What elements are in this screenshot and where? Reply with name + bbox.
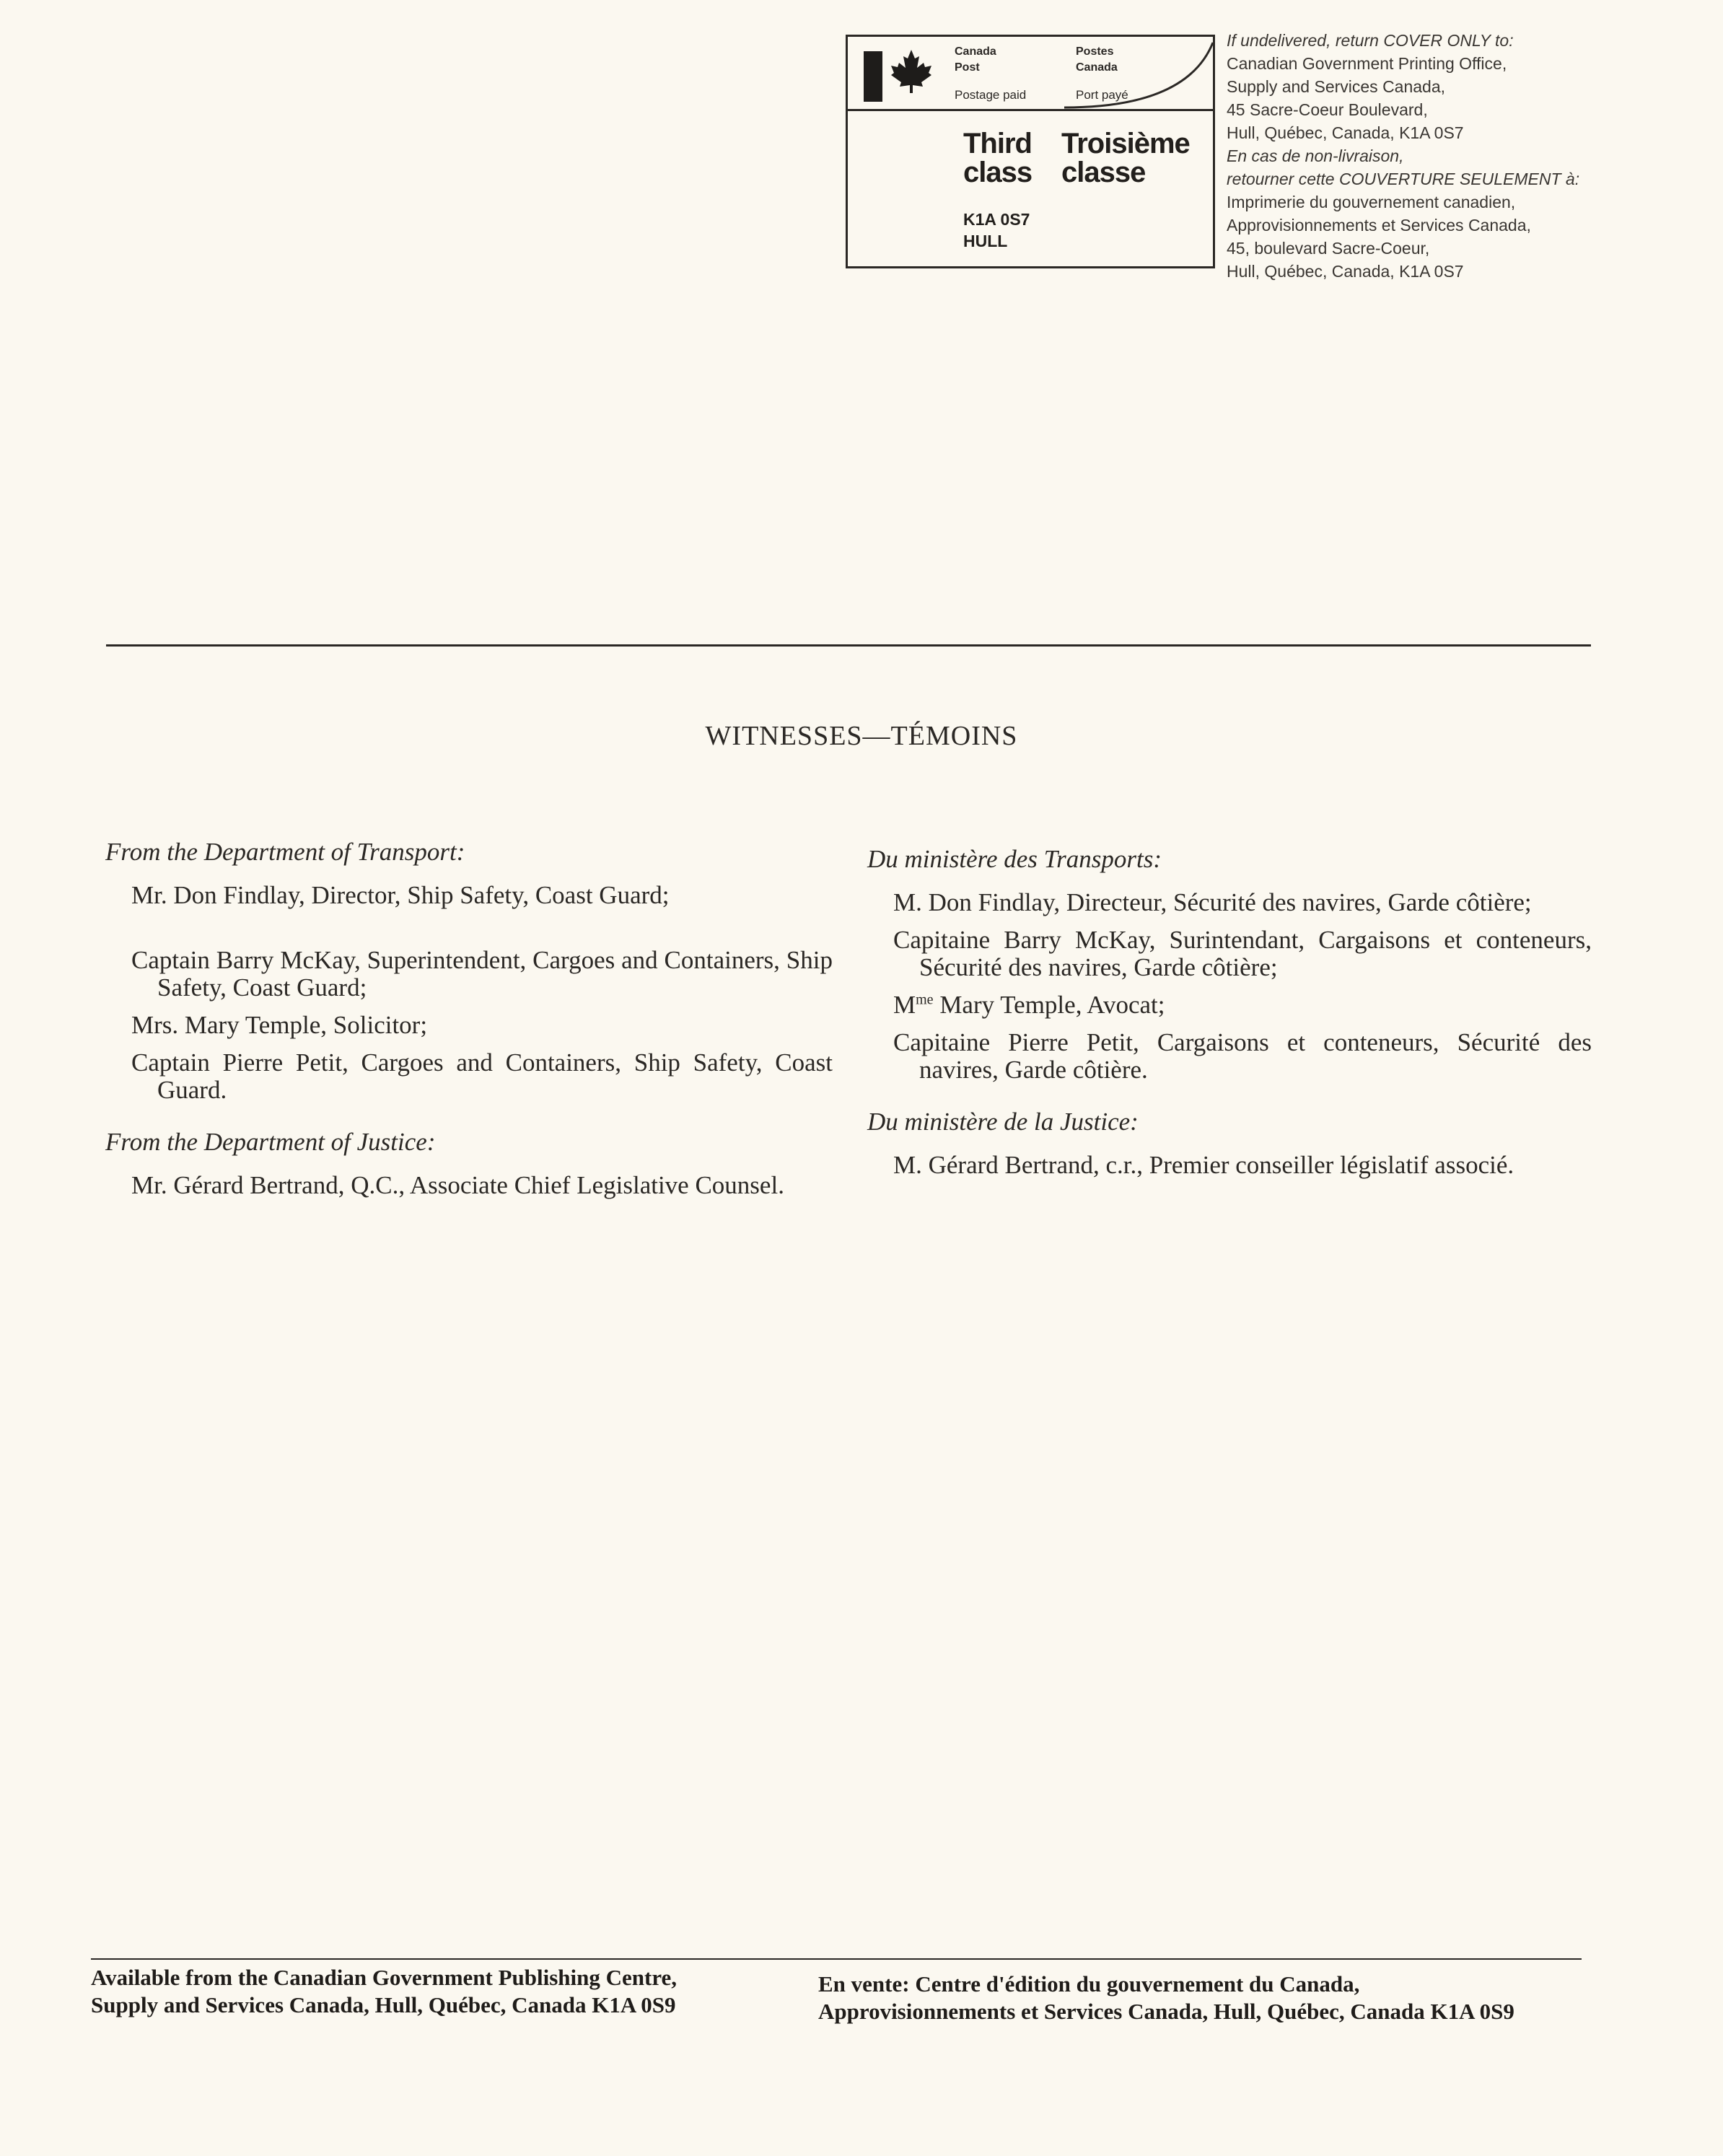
return-address-line: Supply and Services Canada, bbox=[1227, 77, 1446, 96]
postes-canada-line1: Postes bbox=[1076, 45, 1114, 58]
return-address-line: Approvisionnements et Services Canada, bbox=[1227, 216, 1531, 235]
postes-canada-fr bbox=[1076, 44, 1118, 76]
maple-leaf-icon bbox=[890, 48, 933, 93]
dept-transport-heading-fr: Du ministère des Transports: bbox=[867, 845, 1162, 873]
dept-justice-heading-fr: Du ministère de la Justice: bbox=[867, 1108, 1139, 1136]
witness-entry-fr: Capitaine Barry McKay, Surintendant, Cargaisons et conteneurs, Sécurité des navires, Garde côtière; bbox=[893, 926, 1592, 981]
dept-justice-heading: From the Department of Justice: bbox=[105, 1128, 436, 1156]
return-address-line: 45, boulevard Sacre-Coeur, bbox=[1227, 239, 1430, 258]
third-class-label bbox=[963, 129, 1032, 187]
witness-entry-fr bbox=[893, 991, 1592, 1019]
indicia-divider bbox=[848, 109, 1213, 111]
indicia-postal-code: K1A 0S7 bbox=[963, 210, 1030, 229]
witnesses-english-column bbox=[105, 838, 833, 1209]
honorific-superscript: me bbox=[916, 991, 934, 1008]
return-address-line: retourner cette COUVERTURE SEULEMENT à: bbox=[1227, 170, 1580, 188]
troisieme-classe-line1: Troisième bbox=[1061, 128, 1190, 159]
postage-paid-label: Postage paid bbox=[955, 88, 1027, 102]
witness-entry-fr: Capitaine Pierre Petit, Cargaisons et conteneurs, Sécurité des navires, Garde côtière. bbox=[893, 1028, 1592, 1084]
witness-entry: Captain Pierre Petit, Cargoes and Containers, Ship Safety, Coast Guard. bbox=[131, 1048, 833, 1104]
port-paye-label: Port payé bbox=[1076, 88, 1128, 102]
top-divider bbox=[106, 644, 1591, 647]
footer-en-line1: Available from the Canadian Government Publishing Centre, bbox=[91, 1965, 678, 1990]
footer-divider bbox=[91, 1958, 1582, 1960]
witnesses-french-column bbox=[867, 846, 1592, 1189]
return-address-line: En cas de non-livraison, bbox=[1227, 146, 1404, 165]
page-title: WITNESSES—TÉMOINS bbox=[705, 721, 1018, 751]
witness-entry: Mrs. Mary Temple, Solicitor; bbox=[131, 1011, 428, 1039]
return-address-line: Canadian Government Printing Office, bbox=[1227, 54, 1507, 73]
witness-entry-fr: M. Don Findlay, Directeur, Sécurité des navires, Garde côtière; bbox=[893, 888, 1532, 916]
footer-en-line2: Supply and Services Canada, Hull, Québec, Canada K1A 0S9 bbox=[91, 1992, 676, 2017]
indicia-city: HULL bbox=[963, 232, 1008, 250]
return-address-line: Imprimerie du gouvernement canadien, bbox=[1227, 193, 1516, 211]
witness-entry: Captain Barry McKay, Superintendent, Cargoes and Containers, Ship Safety, Coast Guard; bbox=[131, 946, 833, 1002]
return-address bbox=[1227, 29, 1703, 283]
witness-entry: Mr. Don Findlay, Director, Ship Safety, Coast Guard; bbox=[131, 881, 670, 909]
footer-fr-line1: En vente: Centre d'édition du gouvernement du Canada, bbox=[818, 1971, 1360, 1997]
witness-entry-fr: M. Gérard Bertrand, c.r., Premier conseiller législatif associé. bbox=[893, 1151, 1514, 1179]
postage-indicia bbox=[846, 35, 1215, 268]
third-class-line2: class bbox=[963, 157, 1033, 188]
canada-post-line1: Canada bbox=[955, 45, 996, 58]
canada-post-en bbox=[955, 44, 996, 76]
footer-fr-line2: Approvisionnements et Services Canada, Hull, Québec, Canada K1A 0S9 bbox=[818, 1999, 1514, 2024]
footer-availability-fr bbox=[818, 1971, 1514, 2025]
canada-post-line2: Post bbox=[955, 61, 980, 74]
return-address-line: Hull, Québec, Canada, K1A 0S7 bbox=[1227, 123, 1464, 142]
troisieme-classe-line2: classe bbox=[1061, 157, 1146, 188]
flag-bar bbox=[864, 51, 882, 102]
footer-availability-en bbox=[91, 1964, 677, 2019]
return-address-line: If undelivered, return COVER ONLY to: bbox=[1227, 31, 1514, 50]
witness-entry: Mr. Gérard Bertrand, Q.C., Associate Chief Legislative Counsel. bbox=[131, 1171, 784, 1199]
postes-canada-line2: Canada bbox=[1076, 61, 1118, 74]
dept-transport-heading: From the Department of Transport: bbox=[105, 838, 465, 866]
return-address-line: Hull, Québec, Canada, K1A 0S7 bbox=[1227, 262, 1464, 281]
troisieme-classe-label bbox=[1061, 129, 1190, 187]
return-address-line: 45 Sacre-Coeur Boulevard, bbox=[1227, 100, 1428, 119]
third-class-line1: Third bbox=[963, 128, 1032, 159]
witness-entry-rest: Mary Temple, Avocat; bbox=[933, 991, 1165, 1019]
honorific-m: M bbox=[893, 991, 916, 1019]
